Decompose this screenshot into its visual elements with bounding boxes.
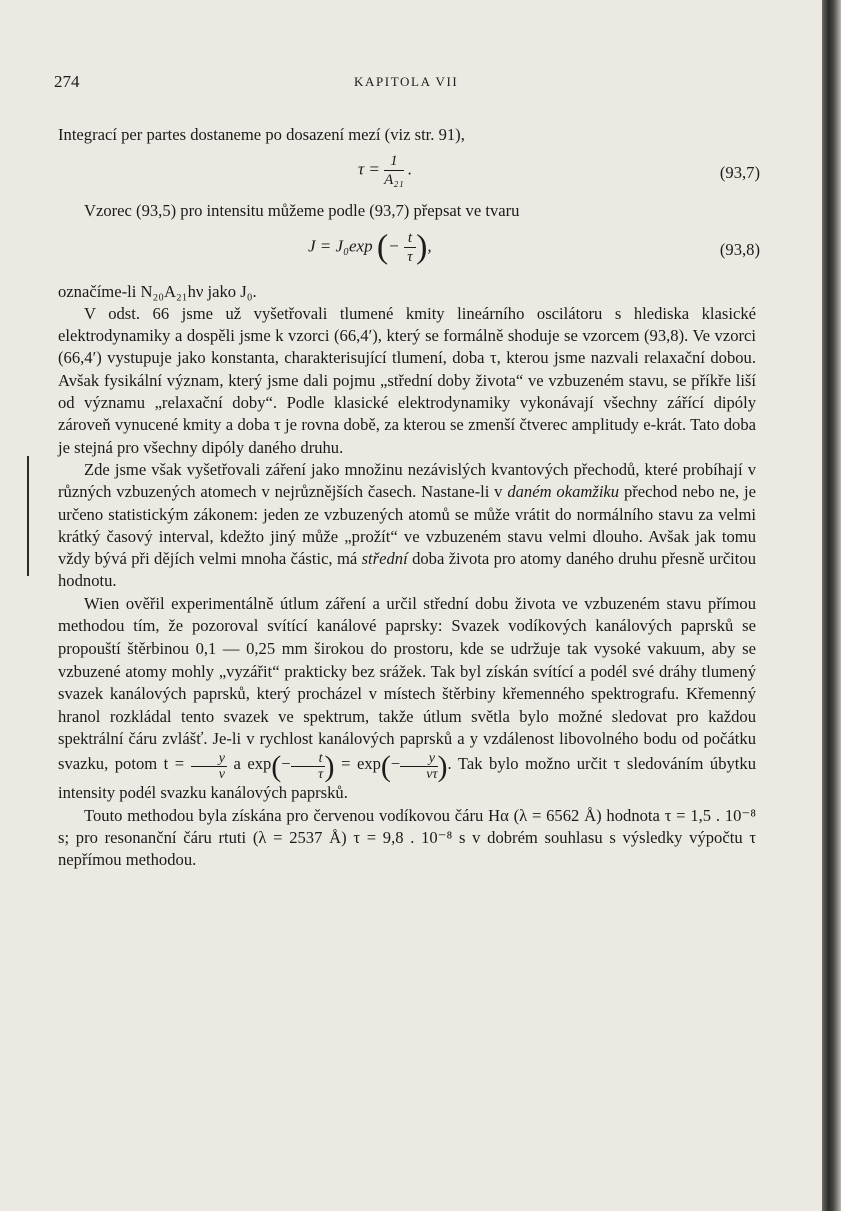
eq-numerator: 1 bbox=[384, 152, 404, 171]
page-edge-shadow bbox=[822, 0, 841, 1211]
inline-fraction: $\frac{y}{v}$ bbox=[191, 751, 227, 782]
inline-fraction: $\frac{t}{\tau}$ bbox=[291, 751, 325, 782]
emphasis: střední bbox=[361, 549, 408, 569]
eq-tail: . bbox=[407, 159, 413, 179]
page-header bbox=[54, 72, 754, 96]
eq-denominator: A₂₁ bbox=[384, 172, 404, 189]
eq-fraction bbox=[384, 152, 404, 189]
emphasis: daném okamžiku bbox=[507, 482, 620, 502]
paragraph: Touto methodou byla získána pro červenou vodíkovou čáru Hα (λ = 6562 Å) hodnota τ = 1,5 . 10⁻⁸ s; pro resonanční čáru rtuti (λ = 2537 Å) τ = 9,8 . 10⁻⁸ s v dobrém souhlasu s výsledky výpočtu τ nepřímou methodou. bbox=[58, 805, 756, 870]
margin-bar bbox=[27, 456, 29, 576]
text-run: doba života pro atomy daného druhu přesně určitou hodnotu. bbox=[58, 549, 756, 591]
text-run: přechod nebo ne, je určeno statistickým zákonem: jeden ze vzbuzených atomů se může vrátit do normálního stavu za velmi krátký časový interval, kdežto jiný může „prožít“ ve vzbuzeném stavu velmi dlouho. Avšak jak tomu vždy bývá při dějích velmi mnoha částic, má bbox=[58, 482, 756, 569]
body-text bbox=[58, 124, 760, 871]
eq-lhs: J = J₀exp bbox=[308, 236, 373, 255]
equation-label: (93,7) bbox=[719, 163, 760, 183]
paragraph: V odst. 66 jsme už vyšetřovali tlumené kmity lineárního oscilátoru s hlediska klasické elektrodynamiky a dospěli jsme k vzorci (66,4′), který se formálně shoduje se vzorcem (93,8). Ve vzorci (66,4′) vystupuje jako konstanta, charakterisující tlumení, doba τ, kterou jsme nazvali relaxační dobou. Avšak fysikální význam, který jsme dali pojmu „střední doby života“ ve vzbuzeném stavu, se příkře liší od významu „relaxační doby“. Podle klasické elektrodynamiky vykonávají všechny zářící dipóly zároveň vynucené kmity a doba τ je rovna době, za kterou se zmenší čtverec amplitudy e-krát. Tato doba je stejná pro všechny dipóly daného druhu. bbox=[58, 303, 756, 457]
inline-fraction: $\frac{y}{v\tau}$ bbox=[400, 751, 437, 782]
paragraph: Wien ověřil experimentálně útlum záření a určil střední dobu života ve vzbuzeném stavu přímou methodou tím, že pozoroval svítící kanálové paprsky: Svazek vodíkových kanálových paprsků se propouští štěrbinou 0,1 — 0,25 mm širokou do prostoru, kde se udržuje tak vysoké vakuum, aby se vzbuzené atomy mohly „vyzářit“ prakticky bez srážek. Tak byl získán svítící a podél své dráhy tlumený svazek kanálových paprsků, který procházel v místech štěrbiny křemenného spektrografu. Křemenný hranol rozkládal tento svazek ve spektrum, takže útlum světla bylo možné sledovat pro každou spektrální čáru zvlášť. Je-li v rychlost kanálových paprsků a y vzdálenost libovolného bodu od počátku svazku, potom t = $\frac{y}{v}$ a exp(− $\frac{t}{\tau}$ ) = exp(− $\frac{y}{v\tau}$ ). Tak bylo možno určit τ sledováním úbytku intensity podél svazku kanálových paprsků. bbox=[58, 593, 756, 802]
paragraph: označíme-li N₂₀A₂₁hν jako J₀. bbox=[58, 281, 257, 301]
page-number: 274 bbox=[54, 72, 80, 91]
text-run: Zde jsme však vyšetřovali záření jako množinu nezávislých kvantových přechodů, které probíhají v různých vzbuzených atomech v nejrůznějších časech. Nastane-li v bbox=[58, 459, 756, 502]
equation-93-8: J = J₀exp (− $\frac{t}{\tau}$ ), (93,8) bbox=[308, 227, 760, 265]
paragraph: Vzorec (93,5) pro intensitu můžeme podle (93,7) přepsat ve tvaru bbox=[84, 201, 520, 221]
text-run: a exp bbox=[226, 753, 272, 773]
text-run: . Tak bylo možno určit τ sledováním úbytku intensity podél svazku kanálových paprsků. bbox=[58, 753, 756, 802]
eq-minus: − bbox=[388, 236, 400, 255]
equation-label: (93,8) bbox=[719, 239, 760, 259]
running-head: KAPITOLA VII bbox=[354, 74, 459, 89]
eq-lhs: τ = bbox=[358, 159, 380, 179]
eq-denominator: τ bbox=[407, 248, 413, 265]
paragraph: Integrací per partes dostaneme po dosazení mezí (viz str. 91), bbox=[58, 125, 465, 144]
text-run: Wien ověřil experimentálně útlum záření a určil střední dobu života ve vzbuzeném stavu přímou methodou tím, že pozoroval svítící kanálové paprsky: Svazek vodíkových kanálových paprsků se propouští štěrbinou 0,1 — 0,25 mm širokou do prostoru, kde se udržuje tak vysoké vakuum, aby se vzbuzené atomy mohly „vyzářit“ prakticky bez srážek. Tak byl získán svítící a podél své dráhy tlumený svazek kanálových paprsků, který procházel v místech štěrbiny křemenného spektrografu. Křemenný hranol rozkládal tento svazek ve spektrum, takže útlum světla bylo možné sledovat pro každou spektrální čáru zvlášť. Je-li v rychlost kanálových paprsků a y vzdálenost libovolného bodu od počátku svazku, potom t = bbox=[58, 593, 756, 773]
eq-numerator: t bbox=[404, 229, 416, 248]
paragraph bbox=[58, 459, 756, 593]
eq-tail: , bbox=[427, 236, 432, 255]
text-run: = exp bbox=[334, 753, 381, 773]
equation-93-7 bbox=[58, 148, 760, 196]
eq-fraction bbox=[404, 229, 416, 266]
